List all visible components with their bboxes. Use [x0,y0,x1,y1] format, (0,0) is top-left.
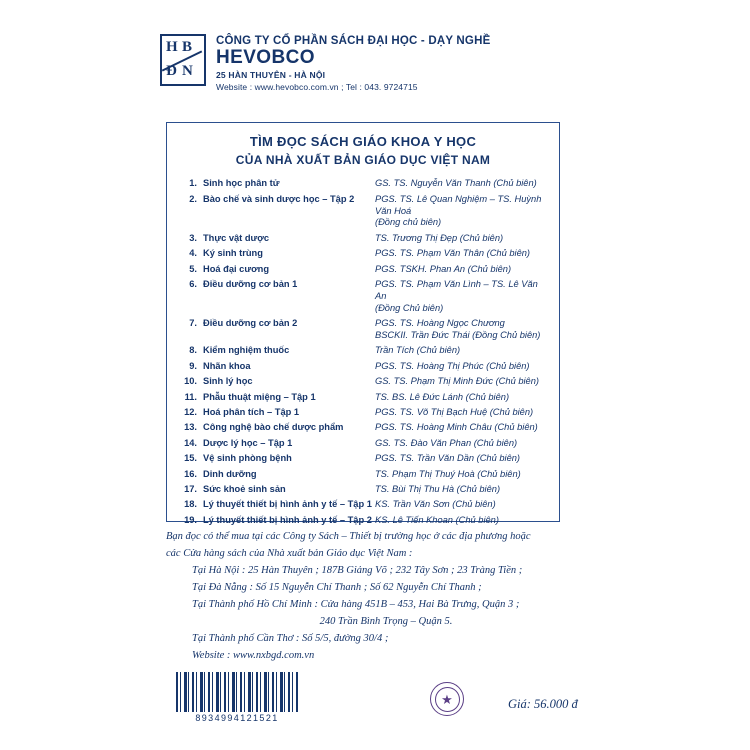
book-item-title: Sức khoẻ sinh sản [203,483,286,494]
book-item-number: 11. [184,391,197,402]
book-item-title: Sinh lý học [203,376,253,387]
barcode-bars [176,672,298,712]
book-item-author [375,194,547,230]
logo-letter-b: B [182,39,193,55]
book-item-author-primary: TS. Trương Thị Đẹp (Chủ biên) [375,232,504,243]
book-item-author [375,392,547,404]
note-line-8: Website : www.nxbgd.com.vn [192,650,315,661]
book-item-title: Lý thuyết thiết bị hình ảnh y tế – Tập 1 [203,499,372,510]
book-item-title: Thực vật dược [203,232,270,243]
book-item-author [375,469,547,481]
book-item-author [375,345,547,357]
book-item-number: 18. [184,499,197,510]
book-item-title: Vệ sinh phòng bệnh [203,453,292,464]
barcode-number: 8934994121521 [195,713,279,723]
book-item-title: Hoá phân tích – Tập 1 [203,406,300,417]
logo-letter-n: N [182,63,193,79]
book-list-frame [166,122,560,525]
note-line-5: Tại Thành phố Hồ Chí Minh : Cửa hàng 451B – 453, Hai Bà Trưng, Quận 3 ; [192,599,520,610]
book-item-author [375,178,547,190]
book-item-title: Sinh học phân tử [203,178,280,189]
seal-inner-ring: ★ [435,687,460,712]
book-item-author [375,407,547,419]
book-item-author-primary: TS. Phạm Thị Thuý Hoà (Chủ biên) [375,468,521,479]
book-list-item [179,318,547,342]
book-item-author [375,233,547,245]
note-line-7: Tại Thành phố Cần Thơ : Số 5/5, đường 30/4 ; [192,633,389,644]
book-item-author-primary: PGS. TS. Hoàng Minh Châu (Chủ biên) [375,422,538,433]
book-item-number: 5. [189,263,197,274]
book-list-item [179,279,547,315]
book-item-number: 14. [184,437,197,448]
book-item-author [375,438,547,450]
book-item-author-secondary: (Đồng Chủ biên) [375,302,444,313]
book-item-title: Công nghệ bào chế dược phẩm [203,422,344,433]
book-list-title [179,133,547,169]
company-address: 25 HÀN THUYÊN - HÀ NỘI [216,69,326,80]
book-item-number: 15. [184,453,197,464]
book-item-number: 12. [184,406,197,417]
book-list-item [179,392,547,404]
book-item-author [375,361,547,373]
book-item-title: Điều dưỡng cơ bản 2 [203,318,298,329]
book-list-item [179,376,547,388]
book-item-number: 4. [189,248,197,259]
brand-name: HEVOBCO [216,47,315,68]
book-list-item [179,248,547,260]
note-line-3: Tại Hà Nội : 25 Hàn Thuyên ; 187B Giảng Võ ; 232 Tây Sơn ; 23 Tràng Tiền ; [192,565,523,576]
book-item-title: Điều dưỡng cơ bản 1 [203,278,298,289]
book-list-item [179,264,547,276]
book-item-author [375,264,547,276]
publisher-seal-icon [430,682,464,716]
book-item-author-primary: PGS. TS. Hoàng Thị Phúc (Chủ biên) [375,360,530,371]
book-list-item [179,233,547,245]
book-list-item [179,438,547,450]
book-item-author-primary: PGS. TS. Hoàng Ngọc Chương [375,318,505,329]
book-list-item [179,361,547,373]
book-item-title: Hoá đại cương [203,263,270,274]
book-item-number: 3. [189,232,197,243]
book-item-author [375,376,547,388]
seal-outer-ring [430,682,464,716]
book-item-number: 9. [189,360,197,371]
book-list-item [179,422,547,434]
distribution-note [166,528,566,664]
book-item-author-primary: PGS. TS. Phạm Văn Thân (Chủ biên) [375,248,531,259]
book-item-author [375,318,547,342]
book-list-item [179,499,547,511]
price-label: Giá: 56.000 đ [508,697,578,711]
book-item-author [375,248,547,260]
book-item-author-primary: GS. TS. Phạm Thị Minh Đức (Chủ biên) [375,376,539,387]
note-line-1: Bạn đọc có thể mua tại các Công ty Sách – Thiết bị trường học ở các địa phương hoặc [166,531,531,542]
book-item-number: 8. [189,345,197,356]
book-item-author-secondary: BSCKII. Trần Đức Thái (Đồng Chủ biên) [375,330,541,341]
book-item-author-primary: KS. Trần Văn Sơn (Chủ biên) [375,499,496,510]
hevobco-logo-icon [160,34,206,86]
book-item-title: Phẫu thuật miệng – Tập 1 [203,391,316,402]
book-list-item [179,515,547,527]
book-item-author-primary: Trần Tích (Chủ biên) [375,345,461,356]
book-list-item [179,453,547,465]
book-item-author [375,515,547,527]
book-item-author-primary: PGS. TS. Phạm Văn Lình – TS. Lê Văn An [375,278,538,301]
book-item-author-primary: PGS. TS. Trần Văn Dần (Chủ biên) [375,453,521,464]
book-item-title: Dược lý học – Tập 1 [203,437,293,448]
book-item-author-primary: TS. Bùi Thị Thu Hà (Chủ biên) [375,483,501,494]
book-item-number: 7. [189,318,197,329]
publisher-info [216,34,490,92]
logo-letter-d: Ð [166,63,177,79]
book-item-number: 17. [184,483,197,494]
book-item-number: 16. [184,468,197,479]
book-item-author-primary: PGS. TSKH. Phan An (Chủ biên) [375,263,512,274]
book-item-author [375,484,547,496]
company-name: CÔNG TY CỔ PHẦN SÁCH ĐẠI HỌC - DẠY NGHỀ [216,35,491,47]
book-item-author [375,279,547,315]
book-list-item [179,194,547,230]
book-item-author-primary: TS. BS. Lê Đức Lánh (Chủ biên) [375,391,510,402]
book-item-author-primary: GS. TS. Đào Văn Phan (Chủ biên) [375,437,518,448]
note-line-6: 240 Trần Bình Trọng – Quận 5. [319,616,453,627]
barcode [176,672,298,723]
book-item-number: 1. [189,178,197,189]
book-list-item [179,407,547,419]
note-line-4: Tại Đà Nẵng : Số 15 Nguyễn Chí Thanh ; Số 62 Nguyễn Chí Thanh ; [192,582,482,593]
book-item-title: Ký sinh trùng [203,248,263,259]
book-item-author-primary: GS. TS. Nguyễn Văn Thanh (Chủ biên) [375,178,537,189]
book-item-title: Dinh dưỡng [203,468,257,479]
book-item-author [375,499,547,511]
book-item-title: Kiểm nghiệm thuốc [203,345,290,356]
publisher-header [160,34,590,92]
book-item-author-primary: KS. Lê Tiến Khoan (Chủ biên) [375,514,499,525]
book-list-item [179,469,547,481]
book-item-title: Lý thuyết thiết bị hình ảnh y tế – Tập 2 [203,514,372,525]
book-item-number: 6. [189,278,197,289]
book-item-author [375,453,547,465]
logo-letter-h: H [166,39,178,55]
book-list-item [179,178,547,190]
book-item-author-primary: PGS. TS. Võ Thị Bạch Huệ (Chủ biên) [375,406,534,417]
book-list-title-line1: TÌM ĐỌC SÁCH GIÁO KHOA Y HỌC [249,134,477,149]
book-list [179,178,547,526]
book-item-number: 10. [184,376,197,387]
book-item-author [375,422,547,434]
book-item-number: 13. [184,422,197,433]
book-list-title-line2: CỦA NHÀ XUẤT BẢN GIÁO DỤC VIỆT NAM [235,152,491,167]
company-website: Website : www.hevobco.com.vn ; Tel : 043. 9724715 [216,81,418,92]
book-item-author-primary: PGS. TS. Lê Quan Nghiệm – TS. Huỳnh Văn Hoá [375,193,542,216]
book-item-title: Bào chế và sinh dược học – Tập 2 [203,193,355,204]
note-line-2: các Cửa hàng sách của Nhà xuất bản Giáo dục Việt Nam : [166,548,413,559]
book-item-number: 2. [189,193,197,204]
book-list-item [179,345,547,357]
book-list-item [179,484,547,496]
book-item-number: 19. [184,514,197,525]
book-item-title: Nhãn khoa [203,360,251,371]
book-item-author-secondary: (Đồng chủ biên) [375,217,442,228]
